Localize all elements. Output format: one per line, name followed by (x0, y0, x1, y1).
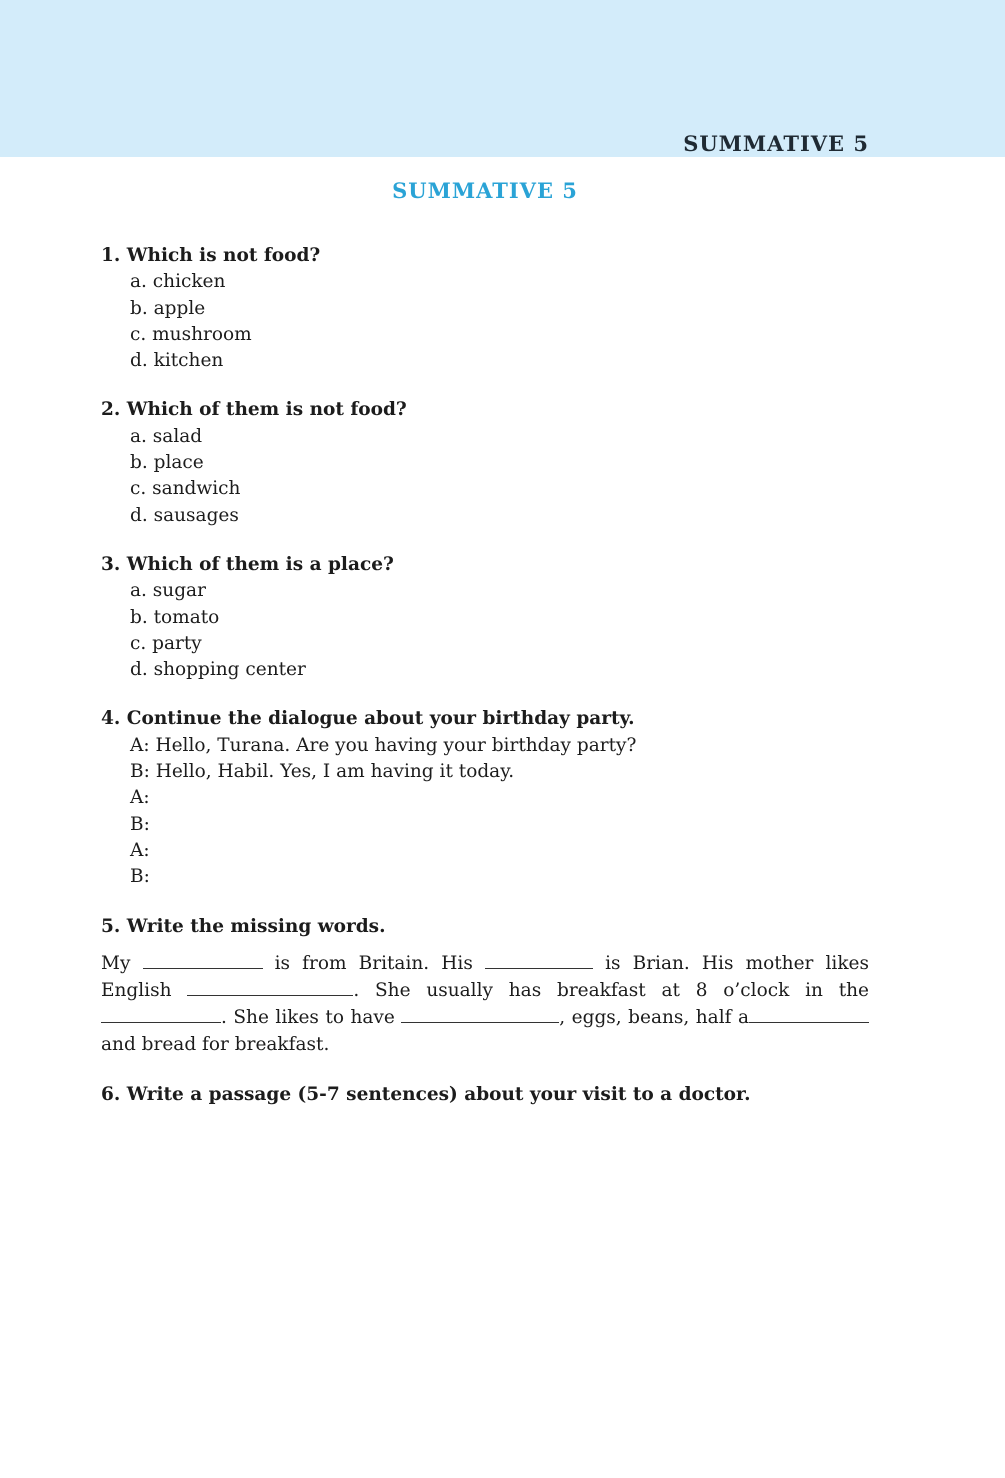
passage-text: is Brian. His mother likes English (101, 952, 869, 1002)
blank-4 (101, 1004, 221, 1023)
option-a: a. salad (130, 425, 203, 447)
question-title: 6. Write a passage (5-7 sentences) about your visit to a doctor. (101, 1084, 751, 1106)
question-4 (101, 706, 869, 890)
passage-text: , eggs, beans, half a (559, 1007, 749, 1029)
passage-text: My (101, 952, 143, 974)
option-b: b. place (130, 452, 204, 474)
fill-in-passage (101, 950, 869, 1058)
blank-2 (485, 950, 593, 969)
blank-6 (749, 1004, 869, 1023)
option-d: d. kitchen (130, 350, 224, 372)
worksheet-content (101, 243, 869, 1131)
question-title: 4. Continue the dialogue about your birthday party. (101, 708, 635, 730)
option-a: a. chicken (130, 271, 226, 293)
option-c: c. party (130, 632, 202, 654)
running-header-title: SUMMATIVE 5 (683, 131, 869, 156)
dialogue-line: A: (130, 787, 150, 809)
option-a: a. sugar (130, 580, 206, 602)
question-5 (101, 914, 869, 940)
dialogue-line: A: Hello, Turana. Are you having your birthday party? (130, 734, 637, 756)
question-title: 2. Which of them is not food? (101, 399, 407, 421)
blank-3 (187, 977, 353, 996)
question-title: 5. Write the missing words. (101, 915, 386, 937)
passage-text: is from Britain. His (262, 952, 485, 974)
option-d: d. shopping center (130, 659, 306, 681)
dialogue-line: B: (130, 813, 150, 835)
question-6 (101, 1082, 869, 1108)
question-title: 3. Which of them is a place? (101, 553, 394, 575)
dialogue-line: B: Hello, Habil. Yes, I am having it today. (130, 761, 515, 783)
passage-text: . She likes to have (221, 1007, 402, 1029)
question-3 (101, 552, 869, 683)
question-title: 1. Which is not food? (101, 245, 321, 266)
dialogue-line: B: (130, 866, 150, 888)
option-b: b. apple (130, 297, 206, 319)
dialogue-line: A: (130, 839, 150, 861)
page-title: SUMMATIVE 5 (392, 178, 578, 203)
question-2 (101, 397, 869, 528)
question-1 (101, 243, 869, 374)
passage-text: . She usually has breakfast at 8 o’clock in the (353, 980, 870, 1002)
option-c: c. mushroom (130, 323, 252, 345)
option-c: c. sandwich (130, 478, 241, 500)
blank-5 (401, 1004, 559, 1023)
passage-text: and bread for breakfast. (101, 1033, 330, 1055)
blank-1 (143, 950, 263, 969)
option-b: b. tomato (130, 606, 220, 628)
option-d: d. sausages (130, 504, 239, 526)
